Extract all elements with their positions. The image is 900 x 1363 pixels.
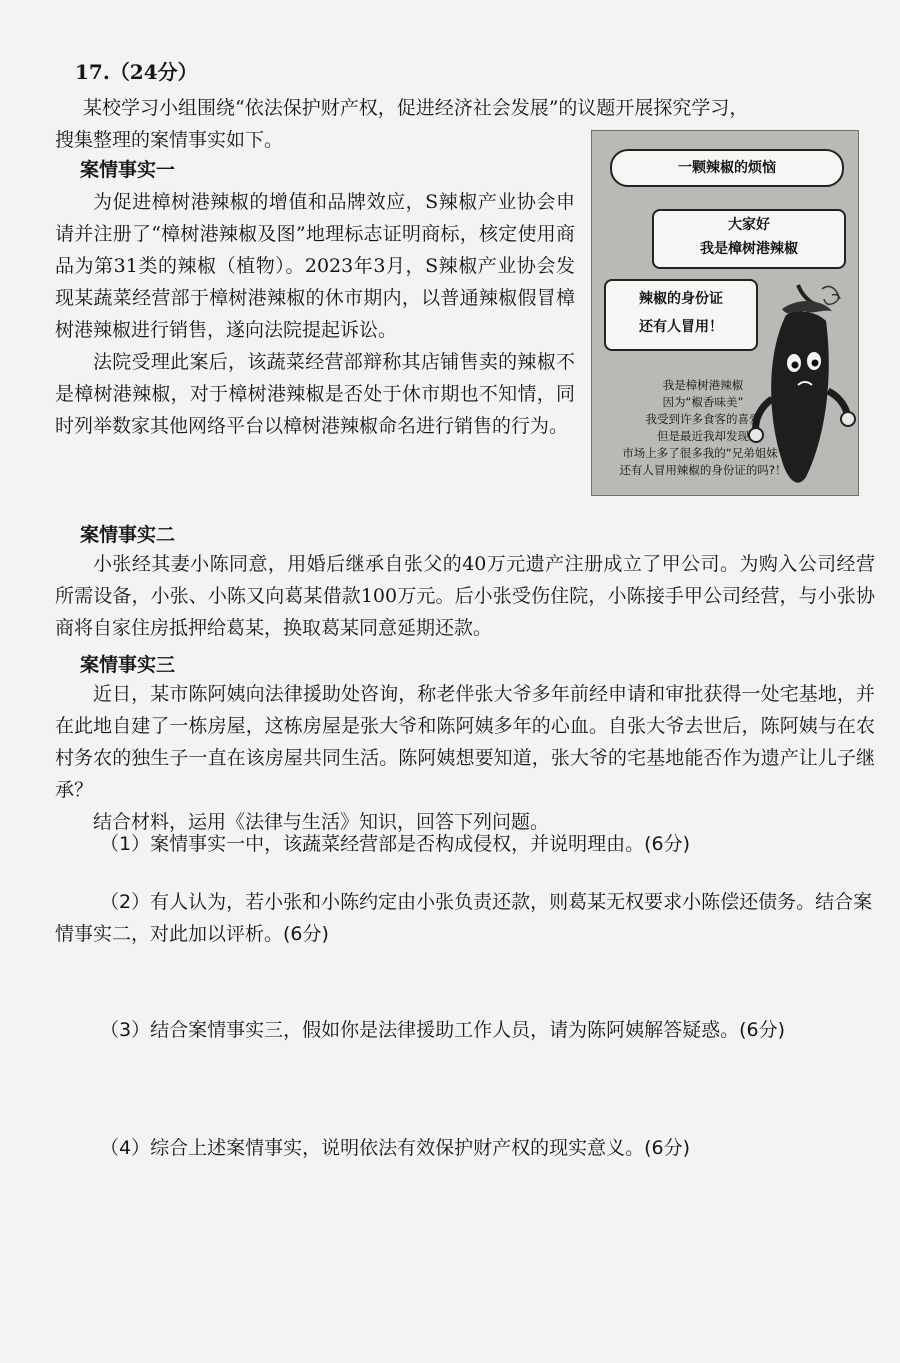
pepper-poster-illustration [591, 130, 859, 496]
case1-body [55, 186, 575, 442]
question-number: 17. [75, 60, 110, 84]
poster-bubble-greeting [652, 209, 846, 269]
question-score: （24分） [109, 60, 198, 84]
poster-caption-line-4: 但是最近我却发现 [657, 429, 749, 443]
case3-body [55, 678, 875, 838]
case2-title: 案情事实二 [80, 524, 176, 546]
sub-question-1: （1）案情事实一中，该蔬菜经营部是否构成侵权，并说明理由。(6分) [100, 833, 691, 855]
sub-question-3: （3）结合案情事实三，假如你是法律援助工作人员，请为陈阿姨解答疑惑。(6分) [100, 1019, 786, 1041]
poster-warning-line-1: 辣椒的身份证 [639, 291, 723, 307]
question-header [75, 56, 198, 85]
instruction-text: 结合材料，运用《法律与生活》知识，回答下列问题。 [93, 811, 550, 833]
case3-paragraph: 近日，某市陈阿姨向法律援助处咨询，称老伴张大爷多年前经申请和审批获得一处宅基地，并在此地自建了一栋房屋，这栋房屋是张大爷和陈阿姨多年的心血。自张大爷去世后，陈阿姨与在农村务农的独生子一直在该房屋共同生活。陈阿姨想要知道，张大爷的宅基地能否作为遗产让儿子继承？ [55, 683, 875, 801]
poster-greeting-line-1: 大家好 [728, 217, 770, 233]
poster-caption-line-5: 市场上多了很多我的“兄弟姐妹” [622, 446, 784, 460]
poster-greeting-line-2: 我是樟树港辣椒 [700, 241, 798, 257]
poster-caption-line-2: 因为“椒香味美” [662, 395, 744, 409]
case2-paragraph: 小张经其妻小陈同意，用婚后继承自张父的40万元遗产注册成立了甲公司。为购入公司经营所需设备，小张、小陈又向葛某借款100万元。后小张受伤住院，小陈接手甲公司经营，与小张协商将自家住房抵押给葛某，换取葛某同意延期还款。 [55, 553, 875, 639]
poster-caption-line-3: 我受到许多食客的喜爱 [645, 412, 761, 426]
case2-body [55, 548, 875, 644]
case1-paragraph-1: 为促进樟树港辣椒的增值和品牌效应，S辣椒产业协会申请并注册了“樟树港辣椒及图”地理标志证明商标，核定使用商品为第31类的辣椒（植物）。2023年3月，S辣椒产业协会发现某蔬菜经营部于樟树港辣椒的休市期内，以普通辣椒假冒樟树港辣椒进行销售，遂向法院提起诉讼。 [55, 191, 575, 341]
poster-caption-line-6: 还有人冒用辣椒的身份证的吗?！ [619, 463, 787, 477]
case3-title: 案情事实三 [80, 654, 176, 676]
case1-title: 案情事实一 [80, 159, 176, 181]
poster-caption [598, 377, 808, 479]
poster-caption-line-1: 我是樟树港辣椒 [662, 378, 744, 392]
sub-question-2: （2）有人认为，若小张和小陈约定由小张负责还款，则葛某无权要求小陈偿还债务。结合案情事实二，对此加以评析。(6分) [55, 891, 873, 945]
poster-bubble-title: 一颗辣椒的烦恼 [610, 149, 844, 187]
intro-line-1: 某校学习小组围绕“依法保护财产权，促进经济社会发展”的议题开展探究学习， [83, 97, 749, 119]
sub-question-4: （4）综合上述案情事实，说明依法有效保护财产权的现实意义。(6分) [100, 1137, 691, 1159]
poster-warning-line-2: 还有人冒用！ [639, 319, 723, 335]
intro-line-2: 搜集整理的案情事实如下。 [55, 129, 284, 151]
poster-bubble-warning [604, 279, 758, 351]
case1-paragraph-2: 法院受理此案后，该蔬菜经营部辩称其店铺售卖的辣椒不是樟树港辣椒，对于樟树港辣椒是否处于休市期也不知情，同时列举数家其他网络平台以樟树港辣椒命名进行销售的行为。 [55, 351, 575, 437]
